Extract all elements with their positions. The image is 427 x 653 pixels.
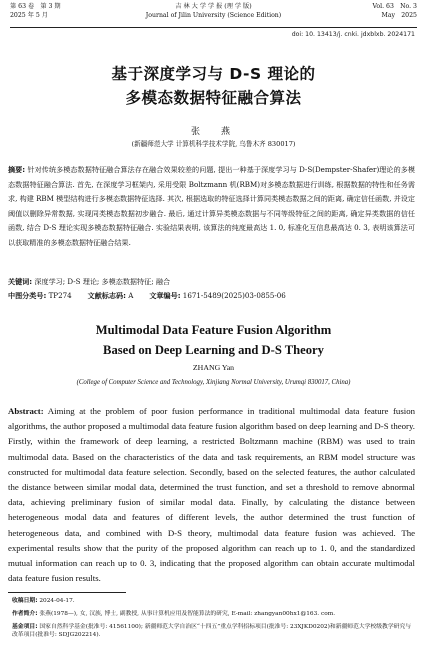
clc-value: TP274 [46, 291, 72, 300]
clc-label: 中图分类号: [8, 291, 47, 300]
chinese-abstract [8, 163, 415, 251]
volume-issue-en: Vol. 63 No. 3 [372, 3, 417, 10]
received-label: 收稿日期: [12, 598, 38, 604]
funding-text: 国家自然科学基金(批准号: 41561100); 新疆师范大学自治区“十四五”重点学科招标项目(批准号: 23XJKD0202)和新疆师范大学校级教学研究与改革项目(批准号: SDJG202214). [12, 624, 412, 638]
publication-date-cn: 2025 年 5 月 [10, 12, 48, 19]
english-author: ZHANG Yan [192, 363, 235, 372]
english-title [0, 320, 427, 360]
footnote-rule [8, 592, 126, 593]
english-abstract [8, 404, 415, 586]
author-bio-label: 作者简介: [12, 611, 38, 617]
received-date: 2024-04-17. [37, 598, 75, 604]
chinese-abstract-text: 针对传统多模态数据特征融合算法存在融合效果较差的问题, 提出一种基于深度学习与 D-S(Dempster-Shafer)理论的多模态数据特征融合算法. 首先, 在深度学习框架内, 采用受限 Boltzmann 机(RBM)对多模态数据进行训练, 根据数据的特性和任务需求, 构建 RBM 模型结构进行多模态数据特征选择. 其次, 根据选取的特征选择计算同类模态数据之间的距离, 确定信任函数, 并设定阈值以删除异常数据, 实现同类模态数据初步融合. 最后, 通过计算异类模态数据与不同等级特征之间的距离, 确定异类数据的信任函数, 结合 D-S 理论实现多模态数据特征融合. 实验结果表明, 该算法的纯度最高达 1. 0, 标准化互信息最高达 0. 3, 表明该算法可以获取精准的多模态数据特征融合结果. [8, 165, 415, 247]
chinese-title-line-2: 多模态数据特征融合算法 [125, 89, 302, 107]
doi: doi: 10. 13413/j. cnki. jdxblxb. 2024171 [291, 31, 415, 38]
chinese-keywords-label: 关键词: [8, 277, 33, 286]
english-abstract-text: Aiming at the problem of poor fusion performance in traditional multimodal data feature fusion algorithms, the author proposed a multimodal data feature fusion algorithm based on deep learning and D-S theory. Firstly, within the framework of deep learning, a restricted Boltzmann machine (RBM) was used to train multimodal data. Based on the characteristics of the data and task requirements, an RBM model structure was constructed for multimodal data feature selection. Secondly, based on the selected features, the author calculated the distance between similar modal data, determined the trust function, and set a threshold to remove abnormal data, achieving preliminary fusion of similar modal data. Finally, by calculating the distance between heterogeneous modal data and features of different levels, the author determined the trust function of heterogeneous data, and combined with D-S theory, multimodal data feature fusion was achieved. The experimental results show that the purity of the proposed algorithm can reach up to 1. 0, and the standardized mutual information can reach up to 0. 3, indicating that the proposed algorithm can obtain accurate multimodal data feature fusion results. [8, 406, 415, 584]
journal-name-cn: 吉 林 大 学 学 报 (理 学 版) [175, 3, 252, 10]
funding-label: 基金项目: [12, 624, 38, 630]
chinese-author: 张 燕 [190, 127, 236, 137]
english-title-line-1: Multimodal Data Feature Fusion Algorithm [95, 323, 332, 337]
chinese-abstract-label: 摘要: [8, 165, 26, 174]
chinese-title [0, 62, 427, 110]
english-affiliation: (College of Computer Science and Technology, Xinjiang Normal University, Urumqi 830017, China) [76, 379, 351, 386]
article-number-label: 文章编号: [149, 291, 181, 300]
chinese-affiliation: (新疆师范大学 计算机科学技术学院, 乌鲁木齐 830017) [131, 140, 296, 148]
footnote-funding [12, 624, 415, 640]
volume-issue: 第 63 卷 第 3 期 [10, 3, 61, 10]
doc-code-value: A [125, 291, 134, 300]
english-abstract-label: Abstract: [8, 406, 44, 416]
chinese-title-line-1: 基于深度学习与 D-S 理论的 [111, 65, 316, 83]
chinese-keywords [8, 276, 415, 288]
header-rule [10, 27, 417, 28]
english-title-line-2: Based on Deep Learning and D-S Theory [103, 343, 324, 357]
doc-code-label: 文献标志码: [87, 291, 126, 300]
footnote-received [12, 598, 415, 606]
classification-line [8, 290, 415, 302]
footnote-author-bio [12, 611, 415, 619]
chinese-keywords-text: 深度学习; D-S 理论; 多模态数据特征; 融合 [32, 277, 171, 286]
article-number-value: 1671-5489(2025)03-0855-06 [180, 291, 286, 300]
running-header [10, 3, 417, 25]
publication-date-en: May 2025 [381, 12, 417, 19]
journal-name-en: Journal of Jilin University (Science Edition) [145, 12, 282, 19]
author-bio-text: 张燕(1978—), 女, 汉族, 博士, 副教授, 从事计算机应用及智能算法的研究, E-mail: zhangyan00hx1@163. com. [37, 611, 336, 617]
